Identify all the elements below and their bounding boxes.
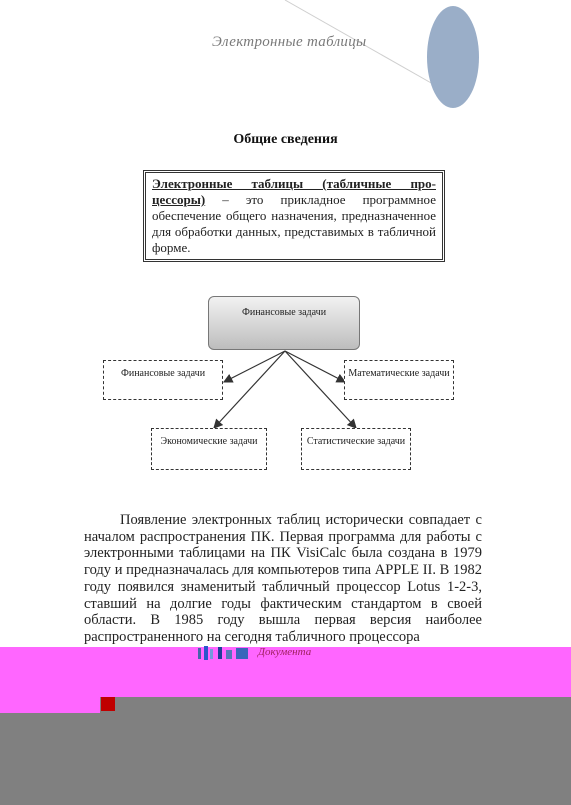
diagram-root-node: Финансовые задачи	[208, 296, 360, 350]
arrow-left	[224, 351, 285, 382]
arrow-right	[285, 351, 345, 382]
decorative-line	[0, 0, 571, 120]
page-header-title: Электронные таблицы	[212, 34, 367, 50]
diagram-node-statistics: Статистические задачи	[301, 428, 411, 470]
diagram-node-math: Математические задачи	[344, 360, 454, 400]
paragraph-text: Появление электронных таблиц исторически совпадает с началом распространения ПК. Первая программа для работы с электронными таблицами на ПК VisiCalc была создана в 1979 году и предназначалась для компьютеров типа APPLE II. В 1982 году появился знаменитый табличный процессор Lotus 1-2-3, ставший на долгие годы фактическим стандартом в своей области. В 1985 году вышла первая версия наиболее распространенного на сегодня табличного процессора	[84, 512, 482, 645]
definition-text: – это прикладное программное обеспечение общего назначения, предназначенное для обработки данных, представимых в табличной форме.	[152, 192, 436, 255]
definition-box	[143, 170, 445, 262]
definition-term: Электронные таблицы (табличные про-цессоры)	[152, 176, 436, 207]
section-title: Общие сведения	[233, 132, 338, 147]
diagram-node-finance: Финансовые задачи	[103, 360, 223, 400]
body-paragraph	[84, 512, 482, 646]
glyph-strip	[196, 646, 256, 660]
diagram-node-economics: Экономические задачи	[151, 428, 267, 470]
red-marker	[101, 697, 115, 711]
arrow-bottom-left	[214, 351, 285, 428]
decorative-oval	[427, 6, 479, 108]
gray-area	[0, 697, 571, 805]
footer-label: Документа	[258, 646, 312, 658]
pink-band-corner	[0, 697, 100, 713]
